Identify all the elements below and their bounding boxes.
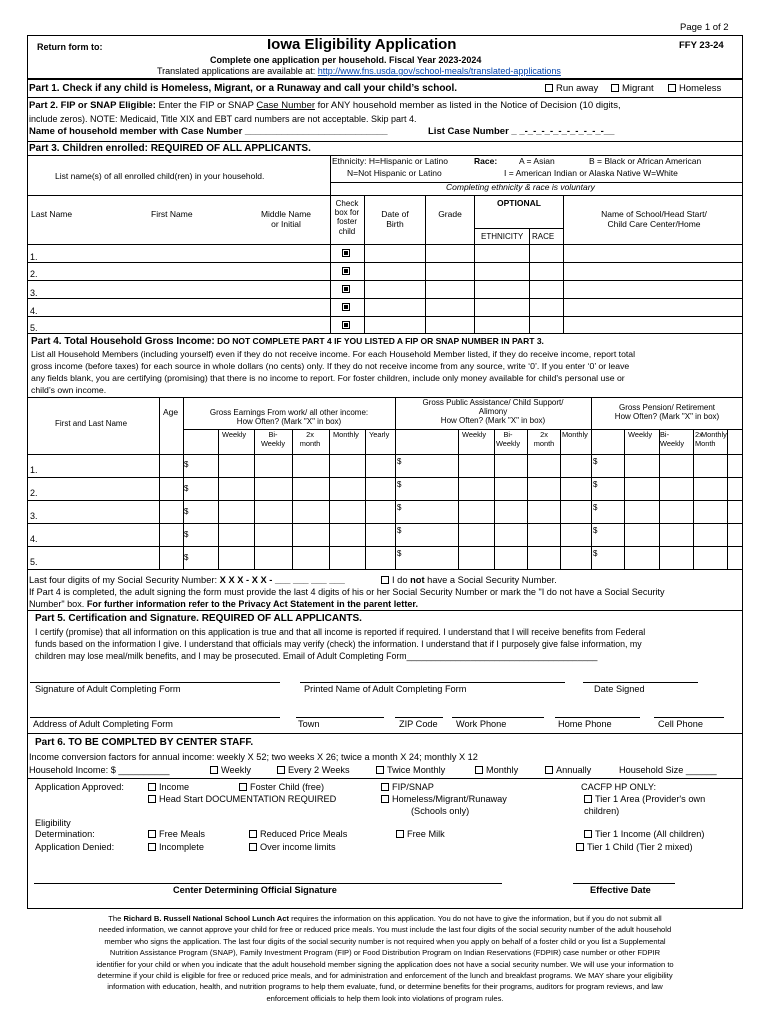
freq-bi-a: Bi-	[268, 430, 278, 439]
approved-headstart-checkbox[interactable]	[148, 794, 336, 805]
checkbox-icon	[611, 84, 619, 92]
race-legend-b: B = Black or African American	[589, 156, 702, 166]
col-dob-b: Birth	[386, 218, 404, 229]
free-milk-checkbox[interactable]	[396, 829, 445, 840]
pa-dollar-4: $	[397, 526, 402, 535]
freq-weekly-checkbox[interactable]	[210, 765, 251, 776]
freq-bi-b: Weekly	[260, 438, 286, 448]
ssn-note-2	[29, 599, 418, 609]
child-row-2: 2.	[30, 269, 38, 279]
pa-bi-b: Weekly	[495, 438, 521, 448]
ssn-line	[29, 575, 345, 586]
zip-field[interactable]: ZIP Code	[399, 719, 438, 729]
child-row-4: 4.	[30, 306, 38, 316]
col-check-d: child	[338, 226, 356, 236]
household-income-field[interactable]: Household Income: $ __________	[29, 765, 170, 775]
income-row-2: 2.	[30, 488, 38, 498]
freq-weekly: Weekly	[222, 430, 247, 439]
official-signature-field[interactable]: Center Determining Official Signature	[173, 885, 337, 895]
migrant-label: Migrant	[622, 83, 654, 94]
no-ssn-not: not	[410, 575, 425, 585]
label: Homeless/Migrant/Runaway	[392, 794, 507, 804]
checkbox-icon	[249, 843, 257, 851]
freq-2x-b: month	[299, 438, 321, 448]
pa-bi-a: Bi-	[503, 430, 513, 439]
no-ssn-c: have a Social Security Number.	[424, 575, 557, 585]
child-row-5: 5.	[30, 323, 38, 333]
footer-line-2: needed information, we cannot approve your child for free or reduced price meals. You must include the last four digits of the social security number of the adult household	[98, 925, 672, 935]
printed-name-field[interactable]: Printed Name of Adult Completing Form	[304, 684, 467, 694]
checkbox-icon	[249, 830, 257, 838]
pa-2x-b: month	[533, 438, 555, 448]
race-legend-a: A = Asian	[519, 156, 555, 166]
pa-dollar-2: $	[397, 480, 402, 489]
runaway-label: Run away	[556, 83, 599, 94]
pension-dollar-4: $	[593, 526, 598, 535]
part2-text: Enter the FIP or SNAP	[158, 100, 257, 111]
address-field[interactable]: Address of Adult Completing Form	[33, 719, 173, 729]
tier1-area-b: children)	[584, 806, 620, 816]
reduced-price-checkbox[interactable]	[249, 829, 347, 840]
col-school	[564, 210, 744, 230]
part5-heading: Part 5. Certification and Signature. REQUIRED OF ALL APPLICANTS.	[35, 613, 362, 624]
privacy-act-note: For further information refer to the Privacy Act Statement in the parent letter.	[86, 599, 418, 609]
col-foster-check	[330, 199, 364, 236]
col-check-c: foster	[336, 217, 357, 227]
form-subtitle: Complete one application per household. Fiscal Year 2023-2024	[210, 55, 482, 65]
income-row-5: 5.	[30, 557, 38, 567]
col-earn-a: Gross Earnings From work/ all other income:	[209, 408, 369, 417]
act-name: Richard B. Russell National School Lunch Act	[123, 914, 289, 923]
col-pa-c: How Often? (Mark "X" in box)	[440, 416, 546, 426]
freq-2x	[293, 431, 327, 448]
col-middle-a: Middle Name	[260, 209, 312, 219]
checkbox-icon	[396, 830, 404, 838]
checkbox-icon	[381, 783, 389, 791]
label: Twice Monthly	[387, 765, 446, 775]
label: Tier 1 Child (Tier 2 mixed)	[587, 842, 693, 852]
effective-date-field[interactable]: Effective Date	[590, 885, 651, 895]
label: Tier 1 Area (Provider's own	[595, 794, 706, 804]
footer-lead: The	[108, 914, 124, 923]
col-pen-a: Gross Pension/ Retirement	[618, 403, 716, 412]
foster-checkbox-1[interactable]	[342, 249, 350, 257]
pa-monthly: Monthly	[562, 430, 588, 439]
label: Free Meals	[159, 829, 205, 839]
col-first-name: First Name	[151, 209, 193, 219]
runaway-checkbox[interactable]	[545, 84, 598, 95]
tier1-income-checkbox[interactable]	[584, 829, 704, 840]
pen-bi-a: Bi-	[660, 430, 670, 439]
checkbox-icon	[475, 766, 483, 774]
free-meals-checkbox[interactable]	[148, 829, 205, 840]
home-phone-field[interactable]: Home Phone	[558, 719, 612, 729]
cacfp-label: CACFP HP ONLY:	[581, 782, 657, 792]
part2-heading: Part 2. FIP or SNAP Eligible:	[29, 100, 156, 111]
approved-hmr-checkbox[interactable]	[381, 794, 507, 805]
freq-every2-checkbox[interactable]	[277, 765, 350, 776]
pa-dollar-3: $	[397, 503, 402, 512]
col-date-of-birth	[365, 210, 425, 230]
label: Annually	[556, 765, 592, 775]
checkbox-icon	[545, 766, 553, 774]
application-denied-label: Application Denied:	[35, 842, 115, 852]
label: Weekly	[221, 765, 251, 775]
pen-2x-b: Month	[695, 438, 716, 448]
label: Head Start DOCUMENTATION REQUIRED	[159, 794, 337, 804]
pen-monthly: Monthly	[701, 430, 727, 439]
income-row-4: 4.	[30, 534, 38, 544]
col-age: Age	[163, 407, 179, 417]
foster-checkbox-5[interactable]	[342, 321, 350, 329]
income-row-1: 1.	[30, 465, 38, 475]
pen-weekly: Weekly	[628, 430, 653, 439]
part2-line1	[29, 101, 621, 112]
part2-text: for ANY household member as listed in the Notice of Decision (10 digits,	[315, 100, 621, 111]
part1-text: Part 1. Check if any child is Homeless, Migrant, or a Runaway and call your child’s school.	[29, 83, 458, 94]
conversion-factors: Income conversion factors for annual income: weekly X 52; two weeks X 26; twice a month X 24; monthly X 12	[29, 752, 478, 762]
checkbox-icon	[148, 830, 156, 838]
footer-line-3: member who signs the application. The last four digits of the social security number is not required when you apply on behalf of a foster child or you list a Supplemental	[104, 936, 666, 946]
earnings-dollar-1: $	[184, 460, 189, 469]
freq-monthly: Monthly	[333, 430, 359, 439]
checkbox-icon	[277, 766, 285, 774]
col-pension	[591, 403, 743, 421]
col-grade: Grade	[438, 209, 462, 219]
footer-line-8: enforcement officials to help them look into violations of program rules.	[266, 993, 504, 1003]
cert-line-2: funds based on the information I give. I understand that officials may verify (check) the information. I understand that if I purposely give false information, my	[35, 639, 642, 649]
pension-dollar-1: $	[593, 457, 598, 466]
part6-heading: Part 6. TO BE COMPLTED BY CENTER STAFF.	[35, 737, 254, 748]
part3-heading: Part 3. Children enrolled: REQUIRED OF ALL APPLICANTS.	[29, 143, 311, 154]
checkbox-icon	[381, 576, 389, 584]
checkbox-icon	[148, 783, 156, 791]
footer-line-7: information with education, health, and nutrition programs to help them evaluate, fund, or determine benefits for their programs, auditors for program reviews, and law	[107, 982, 663, 992]
household-member-name-field[interactable]: Name of household member with Case Number ___________________________	[29, 126, 388, 137]
part4-heading-line	[31, 336, 544, 348]
race-label: Race:	[474, 156, 498, 166]
part4-heading: Part 4. Total Household Gross Income:	[31, 336, 215, 347]
checkbox-icon	[584, 830, 592, 838]
pa-dollar-5: $	[397, 549, 402, 558]
work-phone-field[interactable]: Work Phone	[456, 719, 507, 729]
foster-checkbox-4[interactable]	[342, 303, 350, 311]
pa-weekly: Weekly	[462, 430, 487, 439]
footer-line-5: identifier for your child or when you indicate that the adult household member signing the application does not have a social security number. We will use your information to	[96, 959, 674, 969]
earnings-dollar-4: $	[184, 530, 189, 539]
town-field[interactable]: Town	[298, 719, 320, 729]
voluntary-note: Completing ethnicity & race is voluntary	[446, 182, 595, 192]
col-race: RACE	[532, 232, 555, 241]
case-number-term: Case Number	[256, 100, 316, 111]
pa-2x-a: 2x	[540, 430, 548, 439]
freq-2x-a: 2x	[306, 430, 314, 439]
label: Tier 1 Income (All children)	[595, 829, 705, 839]
tier1-area-checkbox[interactable]	[584, 794, 705, 805]
label: Over income limits	[260, 842, 336, 852]
ssn-note-2a: Number" box.	[29, 599, 87, 609]
privacy-act-statement	[27, 913, 743, 1004]
child-row-1: 1.	[30, 252, 38, 262]
earnings-dollar-2: $	[184, 484, 189, 493]
pa-biweekly	[492, 431, 524, 448]
col-last-name: Last Name	[31, 209, 73, 219]
checkbox-icon	[148, 795, 156, 803]
checkbox-icon	[210, 766, 218, 774]
signature-field[interactable]: Signature of Adult Completing Form	[35, 684, 181, 694]
checkbox-icon	[584, 795, 592, 803]
col-school-a: Name of School/Head Start/	[601, 209, 707, 219]
checkbox-icon	[148, 843, 156, 851]
checkbox-icon	[381, 795, 389, 803]
no-ssn-a: I do	[392, 575, 411, 585]
ffy-label: FFY 23-24	[679, 40, 724, 51]
approved-foster-checkbox[interactable]	[239, 782, 324, 793]
ssn-label: Last four digits of my Social Security Number:	[29, 575, 220, 585]
application-approved-label: Application Approved:	[35, 782, 124, 792]
footer-l1: requires the information on this application. You do not have to give the information, but if you do not submit all	[289, 914, 662, 923]
optional-label: OPTIONAL	[497, 198, 541, 208]
col-gross-earnings	[183, 408, 395, 426]
pension-dollar-2: $	[593, 480, 598, 489]
page-number: Page 1 of 2	[680, 22, 729, 33]
col-check-b: box for	[334, 208, 360, 218]
col-ethnicity: ETHNICITY	[481, 232, 524, 241]
checkbox-icon	[545, 84, 553, 92]
col-dob-a: Date of	[381, 209, 409, 219]
children-list-label: List name(s) of all enrolled child(ren) in your household.	[55, 171, 265, 181]
child-row-3: 3.	[30, 288, 38, 298]
foster-checkbox-3[interactable]	[342, 285, 350, 293]
freq-biweekly	[254, 431, 292, 448]
freq-annually-checkbox[interactable]	[545, 765, 591, 776]
foster-checkbox-2[interactable]	[342, 267, 350, 275]
footer-line-1	[27, 913, 743, 924]
checkbox-icon	[668, 84, 676, 92]
part4-paragraph-2: gross income (before taxes) for each source in whole dollars (no cents) only. If they do not receive income from any source, write ‘0’. If you enter ‘0’ or leave	[31, 361, 630, 371]
part4-paragraph-3: any fields blank, you are certifying (promising) that there is no income to report. For foster children, include only money available for child's personal use or	[31, 373, 625, 383]
eligibility-label-a: Eligibility	[35, 818, 71, 828]
homeless-label: Homeless	[679, 83, 722, 94]
form-title: Iowa Eligibility Application	[267, 36, 457, 53]
pa-dollar-1: $	[397, 457, 402, 466]
over-income-checkbox[interactable]	[249, 842, 336, 853]
pension-dollar-3: $	[593, 503, 598, 512]
footer-line-4: Nutrition Assistance Program (SNAP), Family Investment Program (FIP) or Food Distribution Program on Indian Reservations (FDPIR) case number or other FDPIR	[109, 948, 661, 958]
part2-line2: include zeros). NOTE: Medicaid, Title XIX and EBT card numbers are not acceptable. Skip part 4.	[29, 114, 417, 124]
checkbox-icon	[239, 783, 247, 791]
homeless-checkbox[interactable]	[668, 84, 721, 95]
income-row-3: 3.	[30, 511, 38, 521]
label: Income	[159, 782, 190, 792]
schools-only-note: (Schools only)	[411, 806, 470, 816]
translated-note	[157, 66, 561, 76]
earnings-dollar-5: $	[184, 553, 189, 562]
approved-income-checkbox[interactable]	[148, 782, 189, 793]
checkbox-icon	[576, 843, 584, 851]
col-check-a: Check	[335, 199, 359, 208]
case-number-field[interactable]: List Case Number _ _-_-_-_-_-_-_-_-_-_-__	[428, 126, 615, 137]
pension-dollar-5: $	[593, 549, 598, 558]
label: Reduced Price Meals	[260, 829, 348, 839]
ethnicity-legend: Ethnicity: H=Hispanic or Latino	[332, 156, 448, 166]
part4-note: DO NOT COMPLETE PART 4 IF YOU LISTED A FIP OR SNAP NUMBER IN PART 3.	[214, 336, 544, 346]
col-middle-b: or Initial	[271, 218, 301, 229]
part4-paragraph-1: List all Household Members (including yourself) even if they do not receive income. For each Household Member listed, if they do receive income, report total	[31, 349, 636, 359]
pen-2x-a: 2x	[695, 430, 703, 439]
translated-prefix: Translated applications are available at:	[157, 66, 318, 76]
date-signed-field[interactable]: Date Signed	[594, 684, 645, 694]
return-form-label: Return form to:	[37, 42, 103, 52]
col-pen-b: How Often? (Mark "X" in box)	[614, 412, 720, 422]
col-public-assistance	[395, 398, 591, 426]
label: Every 2 Weeks	[288, 765, 350, 775]
ethnicity-legend-2: N=Not Hispanic or Latino	[347, 168, 442, 178]
translated-link[interactable]: http://www.fns.usda.gov/school-meals/translated-applications	[317, 66, 561, 76]
ssn-field[interactable]: X X X - X X - ___ ___ ___ ___	[219, 575, 345, 585]
earnings-dollar-3: $	[184, 507, 189, 516]
migrant-checkbox[interactable]	[611, 84, 654, 95]
eligibility-label-b: Determination:	[35, 829, 95, 839]
pen-bi-b: Weekly	[660, 438, 685, 448]
col-first-last-name: First and Last Name	[55, 419, 128, 428]
label: Incomplete	[159, 842, 204, 852]
cell-phone-field[interactable]: Cell Phone	[658, 719, 703, 729]
incomplete-checkbox[interactable]	[148, 842, 204, 853]
ssn-note-1: If Part 4 is completed, the adult signing the form must provide the last 4 digits of his or her Social Security Number or mark the "I do not have a Social Security	[29, 587, 665, 597]
freq-monthly-checkbox[interactable]	[475, 765, 518, 776]
checkbox-icon	[376, 766, 384, 774]
email-field[interactable]: children may lose meal/milk benefits, and I may be prosecuted. Email of Adult Completing Form_______________________________________	[35, 651, 598, 661]
label: Free Milk	[407, 829, 445, 839]
household-size-field[interactable]: Household Size ______	[619, 765, 717, 775]
col-school-b: Child Care Center/Home	[607, 218, 701, 229]
approved-fip-checkbox[interactable]	[381, 782, 434, 793]
label: Foster Child (free)	[250, 782, 325, 792]
label: FIP/SNAP	[392, 782, 434, 792]
col-pa-b: Alimony	[478, 407, 508, 417]
pen-biweekly	[660, 431, 692, 448]
col-pa-a: Gross Public Assistance/ Child Support/	[422, 398, 564, 407]
label: Monthly	[486, 765, 519, 775]
part4-paragraph-4: child’s own income.	[31, 385, 107, 395]
pa-2x	[528, 431, 560, 448]
col-earn-b: How Often? (Mark "X" in box)	[236, 417, 342, 427]
no-ssn-checkbox[interactable]	[381, 575, 557, 586]
freq-twice-checkbox[interactable]	[376, 765, 445, 776]
freq-yearly: Yearly	[369, 430, 390, 439]
cert-line-1: I certify (promise) that all information on this application is true and that all income is reported if required. I understand that I will receive benefits from Federal	[35, 627, 646, 637]
race-legend-i: I = American Indian or Alaska Native W=White	[504, 168, 678, 178]
tier1-child-checkbox[interactable]	[576, 842, 693, 853]
col-middle-name	[250, 210, 322, 230]
footer-line-6: determine if your child is eligible for free or reduced price meals, and for administration and enforcement of the lunch and breakfast programs. We MAY share your eligibility	[97, 971, 673, 981]
